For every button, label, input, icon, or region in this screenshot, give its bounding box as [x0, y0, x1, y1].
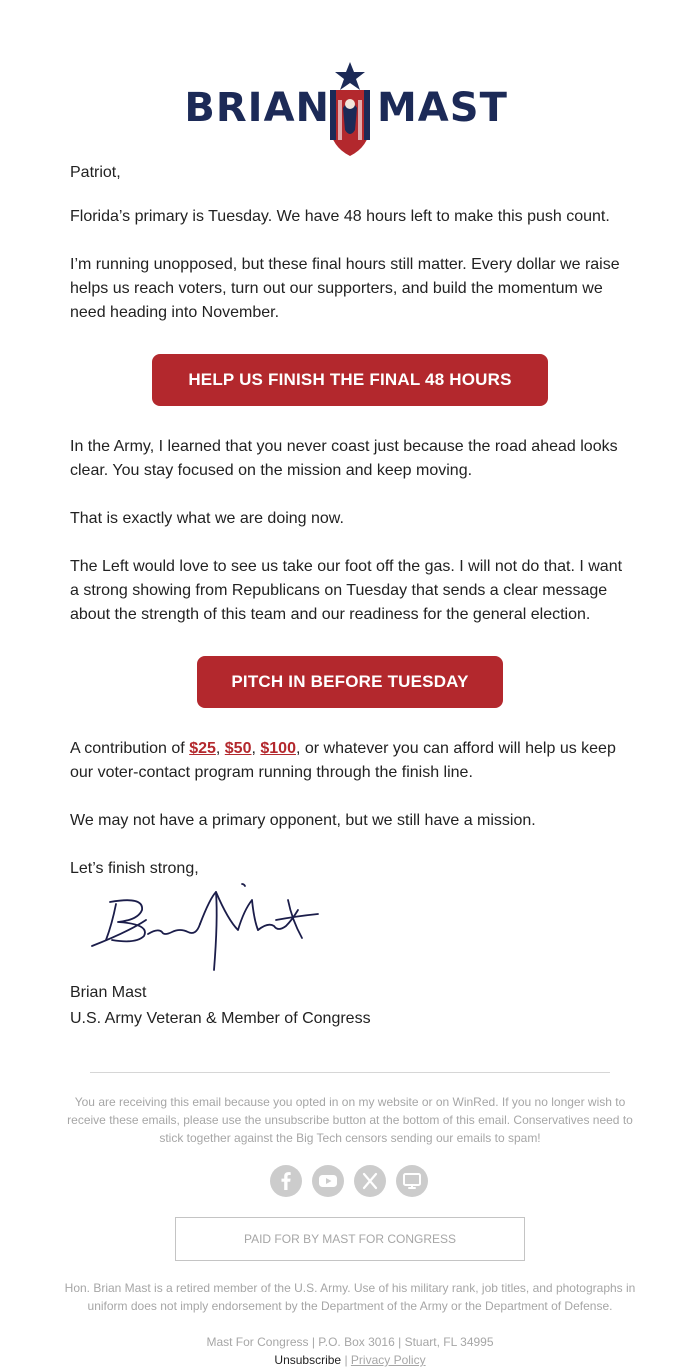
- button-label: PITCH IN BEFORE TUESDAY: [231, 672, 469, 691]
- unsubscribe-link[interactable]: Unsubscribe: [274, 1353, 342, 1367]
- military-disclaimer: Hon. Brian Mast is a retired member of the U.S. Army. Use of his military rank, job titles, and photographs in uniform does not imply endorsement by the Department of the Army or the Department of Defense.: [64, 1281, 636, 1313]
- facebook-icon[interactable]: [270, 1165, 302, 1197]
- signature-image: [88, 880, 320, 976]
- brand-logo: [0, 30, 700, 131]
- privacy-policy-link[interactable]: Privacy Policy: [350, 1353, 426, 1367]
- paragraph-primary-tuesday: Florida’s primary is Tuesday. We have 48 hours left to make this push count.: [70, 208, 610, 225]
- greeting: Patriot,: [70, 164, 121, 181]
- contribution-text: , or whatever you can afford will help us keep our voter-contact program running through the finish line.: [70, 740, 616, 781]
- paragraph-exactly: That is exactly what we are doing now.: [70, 510, 344, 527]
- amount-50-link[interactable]: $50: [224, 740, 252, 757]
- paragraph-unopposed: I’m running unopposed, but these final hours still matter. Every dollar we raise helps us reach voters, turn out our supporters, and build the momentum we need heading into November.: [70, 256, 620, 321]
- finish-final-48-hours-button[interactable]: [152, 354, 548, 406]
- youtube-icon[interactable]: [312, 1165, 344, 1197]
- separator: ,: [251, 740, 261, 757]
- logo-word-first: BRIAN: [184, 85, 330, 131]
- footer-divider: [90, 1072, 610, 1073]
- footer-links: [0, 1351, 700, 1369]
- amount-100-link[interactable]: $100: [260, 740, 296, 757]
- logo-emblem: [322, 60, 378, 158]
- x-icon[interactable]: [354, 1165, 386, 1197]
- mailing-address: Mast For Congress | P.O. Box 3016 | Stuart, FL 34995: [206, 1335, 494, 1349]
- amount-25-link[interactable]: $25: [189, 740, 216, 757]
- paragraph-army: In the Army, I learned that you never coast just because the road ahead looks clear. You stay focused on the mission and keep moving.: [70, 438, 618, 479]
- button-label: HELP US FINISH THE FINAL 48 HOURS: [188, 370, 512, 389]
- pitch-in-before-tuesday-button[interactable]: [197, 656, 503, 708]
- closing-line: Let’s finish strong,: [70, 860, 199, 877]
- paragraph-mission: We may not have a primary opponent, but we still have a mission.: [70, 812, 536, 829]
- opt-in-disclaimer: You are receiving this email because you opted in on my website or on WinRed. If you no longer wish to receive these emails, please use the unsubscribe button at the bottom of this email. Conservatives need to stick together against the Big Tech censors sending our emails to spam!: [67, 1095, 633, 1145]
- link-separator: |: [341, 1353, 351, 1367]
- signer-name: Brian Mast: [70, 984, 147, 1001]
- separator: ,: [215, 740, 225, 757]
- paragraph-the-left: The Left would love to see us take our foot off the gas. I will not do that. I want a strong showing from Republicans on Tuesday that sends a clear message about the strength of this team and our readiness for the general election.: [70, 558, 623, 623]
- paid-for-disclaimer: PAID FOR BY MAST FOR CONGRESS: [175, 1217, 525, 1261]
- contribution-text: A contribution of: [70, 740, 190, 757]
- logo-word-second: MAST: [377, 85, 508, 131]
- website-icon[interactable]: [396, 1165, 428, 1197]
- paragraph-contribution: [70, 737, 630, 785]
- signer-title: U.S. Army Veteran & Member of Congress: [70, 1010, 371, 1027]
